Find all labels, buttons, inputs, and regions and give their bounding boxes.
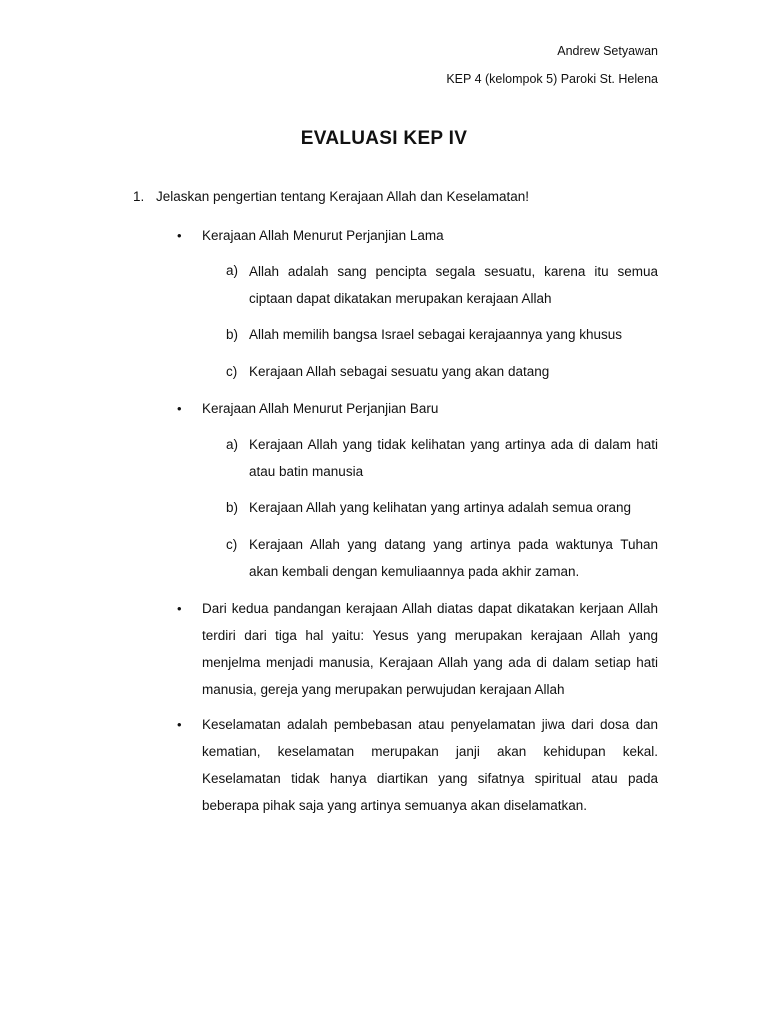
list-item-mark: c) xyxy=(226,364,238,379)
list-item-mark: a) xyxy=(226,263,239,278)
list-item: Kerajaan Allah yang datang yang artinya pada waktunya Tuhan akan kembali dengan kemuliaannya pada akhir zaman. xyxy=(249,537,658,579)
section-heading-new-testament: Kerajaan Allah Menurut Perjanjian Baru xyxy=(202,401,439,416)
list-item: Kerajaan Allah sebagai sesuatu yang akan datang xyxy=(249,364,550,379)
paragraph-salvation: Keselamatan adalah pembebasan atau penyelamatan jiwa dari dosa dan kematian, keselamatan merupakan janji akan kehidupan kekal. Keselamatan tidak hanya diartikan yang sifatnya spiritual atau pada beberapa pihak saja yang artinya semuanya akan diselamatkan. xyxy=(202,717,658,813)
list-item: Kerajaan Allah yang kelihatan yang artinya adalah semua orang xyxy=(249,500,632,515)
section-heading-old-testament: Kerajaan Allah Menurut Perjanjian Lama xyxy=(202,228,444,243)
paragraph-kingdom-summary: Dari kedua pandangan kerajaan Allah diatas dapat dikatakan kerjaan Allah terdiri dari tiga hal yaitu: Yesus yang merupakan kerajaan Allah yang menjelma menjadi manusia, Kerajaan Allah yang ada di dalam setiap hati manusia, gereja yang merupakan perwujudan kerajaan Allah xyxy=(202,601,658,697)
bullet-marker: • xyxy=(177,228,182,243)
question-number: 1. xyxy=(133,189,145,204)
list-item: Allah adalah sang pencipta segala sesuatu, karena itu semua ciptaan dapat dikatakan merupakan kerajaan Allah xyxy=(249,264,658,306)
bullet-marker: • xyxy=(177,717,182,732)
list-item: Kerajaan Allah yang tidak kelihatan yang artinya ada di dalam hati atau batin manusia xyxy=(249,437,658,479)
bullet-marker: • xyxy=(177,601,182,616)
document-title: EVALUASI KEP IV xyxy=(300,128,468,149)
author-name: Andrew Setyawan xyxy=(557,44,658,58)
list-item: Allah memilih bangsa Israel sebagai kerajaannya yang khusus xyxy=(249,327,622,342)
list-item-mark: b) xyxy=(226,500,239,515)
list-item-mark: c) xyxy=(226,537,238,552)
bullet-marker: • xyxy=(177,401,182,416)
question-text: Jelaskan pengertian tentang Kerajaan Allah dan Keselamatan! xyxy=(156,189,530,204)
list-item-mark: a) xyxy=(226,437,239,452)
group-info: KEP 4 (kelompok 5) Paroki St. Helena xyxy=(446,72,658,86)
list-item-mark: b) xyxy=(226,327,239,342)
